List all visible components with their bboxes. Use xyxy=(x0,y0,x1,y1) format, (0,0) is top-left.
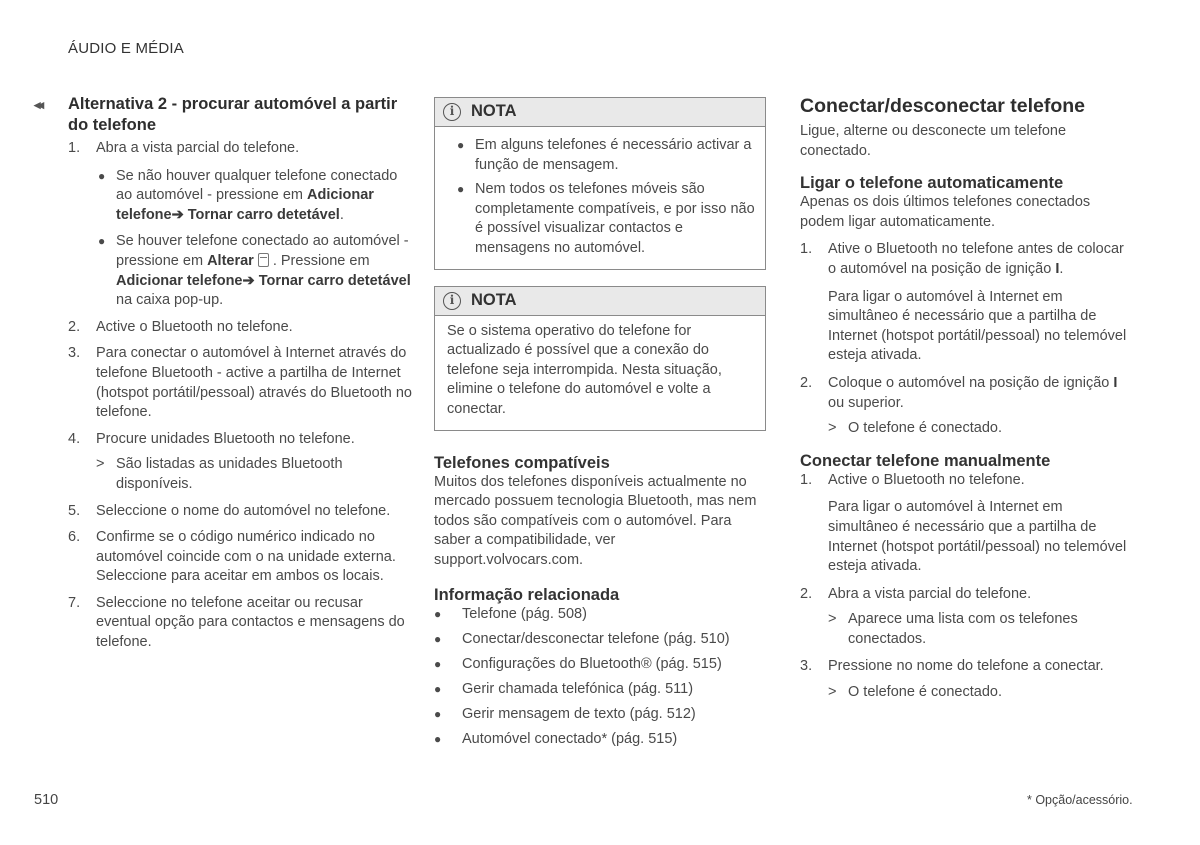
result-marker: > xyxy=(96,456,105,473)
period: . xyxy=(1059,260,1064,277)
step-text: Seleccione o nome do automóvel no telefone. xyxy=(96,502,391,519)
note-box-2 xyxy=(434,286,766,431)
result-marker: > xyxy=(828,611,837,628)
ignition-position: I xyxy=(1113,374,1118,391)
bullet-icon: ● xyxy=(457,182,465,197)
bullet-icon: ● xyxy=(434,631,442,646)
continuation-arrows-icon: ◂◂ xyxy=(34,97,42,112)
step-text: Seleccione no telefone aceitar ou recusar eventual opção para contactos e mensagens do telefone. xyxy=(96,594,405,651)
step-text: Abra a vista parcial do telefone. xyxy=(828,585,1032,602)
bullet-icon: ● xyxy=(98,234,106,249)
manual-step-1 xyxy=(800,471,1135,491)
related-link[interactable] xyxy=(434,655,766,675)
note-title: NOTA xyxy=(471,290,517,309)
step-4-result xyxy=(34,455,414,494)
menu-path-discoverable: Tornar carro detetável xyxy=(187,206,340,223)
note-box-1 xyxy=(434,97,766,270)
step-text: Abra a vista parcial do telefone. xyxy=(96,140,300,156)
step-number: 5. xyxy=(68,502,81,519)
step-number: 2. xyxy=(800,374,813,391)
column-3 xyxy=(800,94,1135,703)
related-link-text[interactable]: Conectar/desconectar telefone (pág. 510) xyxy=(462,630,730,647)
step-text: Ative o Bluetooth no telefone antes de colocar o automóvel na posição de ignição xyxy=(828,241,1124,277)
step-2 xyxy=(34,318,414,338)
change-phone-icon xyxy=(258,253,269,267)
step-number: 1. xyxy=(68,140,81,156)
column-2 xyxy=(434,97,766,750)
column-1 xyxy=(34,94,414,653)
result-marker: > xyxy=(828,684,837,701)
result-text: São listadas as unidades Bluetooth disponíveis. xyxy=(116,456,343,492)
option-text: Se não houver qualquer telefone conectado ao automóvel - pressione em xyxy=(116,167,398,204)
related-link[interactable] xyxy=(434,680,766,700)
auto-connect-heading: Ligar o telefone automaticamente xyxy=(800,174,1064,193)
step-number: 2. xyxy=(68,318,81,335)
manual-result-3 xyxy=(800,683,1135,703)
step-text: Para conectar o automóvel à Internet através do telefone Bluetooth - active a partilha de Internet (hotspot portátil/pessoal) através do Bluetooth no telefone. xyxy=(96,345,412,421)
menu-path-add-phone: Adicionar telefone xyxy=(116,187,374,223)
related-link[interactable] xyxy=(434,605,766,625)
step-text: Confirme se o código numérico indicado no automóvel coincide com o na unidade externa. Seleccione para aceitar em ambos os locais. xyxy=(96,529,396,585)
step-4 xyxy=(34,430,414,450)
note-header xyxy=(435,98,765,127)
manual-connect-heading: Conectar telefone manualmente xyxy=(800,451,1051,470)
step-7 xyxy=(34,594,414,653)
step-number: 1. xyxy=(800,471,813,488)
option-text: Se houver telefone conectado ao automóvel - pressione em xyxy=(116,233,409,269)
manual-result-2 xyxy=(800,610,1135,649)
related-link-text[interactable]: Gerir chamada telefónica (pág. 511) xyxy=(462,680,694,697)
manual-step-1-extra: Para ligar o automóvel à Internet em simultâneo é necessário que a partilha de Internet (hotspot portátil/pessoal) no telemóvel esteja ativada. xyxy=(828,499,1127,575)
result-marker: > xyxy=(828,420,837,437)
bullet-icon: ● xyxy=(98,168,106,183)
menu-path-add-phone: Adicionar telefone xyxy=(116,272,243,289)
step-number: 1. xyxy=(800,241,813,258)
menu-path-change: Alterar xyxy=(207,252,254,269)
auto-step-1 xyxy=(800,240,1135,279)
footnote: * Opção/acessório. xyxy=(1027,793,1133,807)
related-link-text[interactable]: Telefone (pág. 508) xyxy=(462,605,587,622)
related-info-heading: Informação relacionada xyxy=(434,585,620,604)
section-header: ÁUDIO E MÉDIA xyxy=(68,40,184,57)
step-text: Active o Bluetooth no telefone. xyxy=(96,318,293,335)
step-number: 4. xyxy=(68,430,81,447)
manual-step-2 xyxy=(800,585,1135,605)
step-number: 2. xyxy=(800,585,813,602)
step-6 xyxy=(34,528,414,587)
bullet-icon: ● xyxy=(434,656,442,671)
auto-result xyxy=(800,419,1135,439)
step-text: Pressione no nome do telefone a conectar. xyxy=(828,658,1104,675)
step-number: 6. xyxy=(68,529,81,546)
arrow-right-icon: ➔ xyxy=(242,272,255,289)
option-text-mid: . Pressione em xyxy=(272,252,370,269)
procedure-title xyxy=(34,94,414,136)
step-1-option-b xyxy=(34,232,414,310)
related-link[interactable] xyxy=(434,705,766,725)
bullet-icon: ● xyxy=(434,706,442,721)
step-number: 7. xyxy=(68,594,81,611)
intro-text: Ligue, alterne ou desconecte um telefone conectado. xyxy=(800,123,1067,159)
menu-path-discoverable: Tornar carro detetável xyxy=(258,272,411,289)
compatible-phones-heading: Telefones compatíveis xyxy=(434,453,610,472)
auto-step-2 xyxy=(800,374,1135,413)
result-text: O telefone é conectado. xyxy=(848,684,1002,701)
step-3 xyxy=(34,344,414,422)
related-link-text[interactable]: Automóvel conectado* (pág. 515) xyxy=(462,730,678,747)
step-1 xyxy=(34,139,414,159)
option-text-post: na caixa pop-up. xyxy=(116,292,224,309)
page-title: Conectar/desconectar telefone xyxy=(800,95,1086,117)
step-5 xyxy=(34,502,414,522)
page-number: 510 xyxy=(34,792,59,808)
bullet-icon: ● xyxy=(434,681,442,696)
related-link[interactable] xyxy=(434,630,766,650)
auto-connect-intro: Apenas os dois últimos telefones conectados podem ligar automaticamente. xyxy=(800,194,1091,230)
procedure-title-text: Alternativa 2 - procurar automóvel a partir do telefone xyxy=(68,95,398,134)
related-link-text[interactable]: Configurações do Bluetooth® (pág. 515) xyxy=(462,655,722,672)
note-body xyxy=(435,127,765,269)
note-item-text: Em alguns telefones é necessário activar a função de mensagem. xyxy=(475,137,752,173)
compatible-phones-text: Muitos dos telefones disponíveis actualmente no mercado possuem tecnologia Bluetooth, mas nem todos são compatíveis com o automóvel. Para saber a compatibilidade, ver support.volvocars.com. xyxy=(434,473,757,568)
note-item xyxy=(447,180,755,258)
note-item-text: Nem todos os telefones móveis são completamente compatíveis, e por isso não é possível visualizar contactos e mensagens no automóvel. xyxy=(475,181,755,256)
note-header xyxy=(435,287,765,316)
step-text-post: ou superior. xyxy=(828,394,904,411)
info-icon: i xyxy=(443,103,461,121)
step-text: Procure unidades Bluetooth no telefone. xyxy=(96,430,355,447)
bullet-icon: ● xyxy=(434,606,442,621)
step-number: 3. xyxy=(68,345,81,362)
manual-step-3 xyxy=(800,657,1135,677)
bullet-icon: ● xyxy=(434,731,442,746)
info-icon: i xyxy=(443,292,461,310)
step-1-option-a xyxy=(34,167,414,226)
step-number: 3. xyxy=(800,658,813,675)
ignition-position: I xyxy=(1055,260,1060,277)
period: . xyxy=(339,206,344,223)
result-text: O telefone é conectado. xyxy=(848,420,1002,437)
note-text: Se o sistema operativo do telefone for actualizado é possível que a conexão do telefone seja interrompida. Nesta situação, elimine o telefone do automóvel e volte a conectar. xyxy=(447,322,722,417)
related-link-text[interactable]: Gerir mensagem de texto (pág. 512) xyxy=(462,705,696,722)
bullet-icon: ● xyxy=(457,138,465,152)
arrow-right-icon: ➔ xyxy=(171,206,184,223)
note-item xyxy=(447,136,755,175)
result-text: Aparece uma lista com os telefones conectados. xyxy=(848,611,1078,647)
related-link[interactable] xyxy=(434,730,766,750)
note-title: NOTA xyxy=(471,102,517,121)
step-text: Coloque o automóvel na posição de ignição xyxy=(828,374,1110,391)
step-text: Active o Bluetooth no telefone. xyxy=(828,471,1025,488)
note-body xyxy=(435,316,765,430)
auto-step-1-extra: Para ligar o automóvel à Internet em simultâneo é necessário que a partilha de Internet (hotspot portátil/pessoal) no telemóvel esteja ativada. xyxy=(828,288,1127,364)
